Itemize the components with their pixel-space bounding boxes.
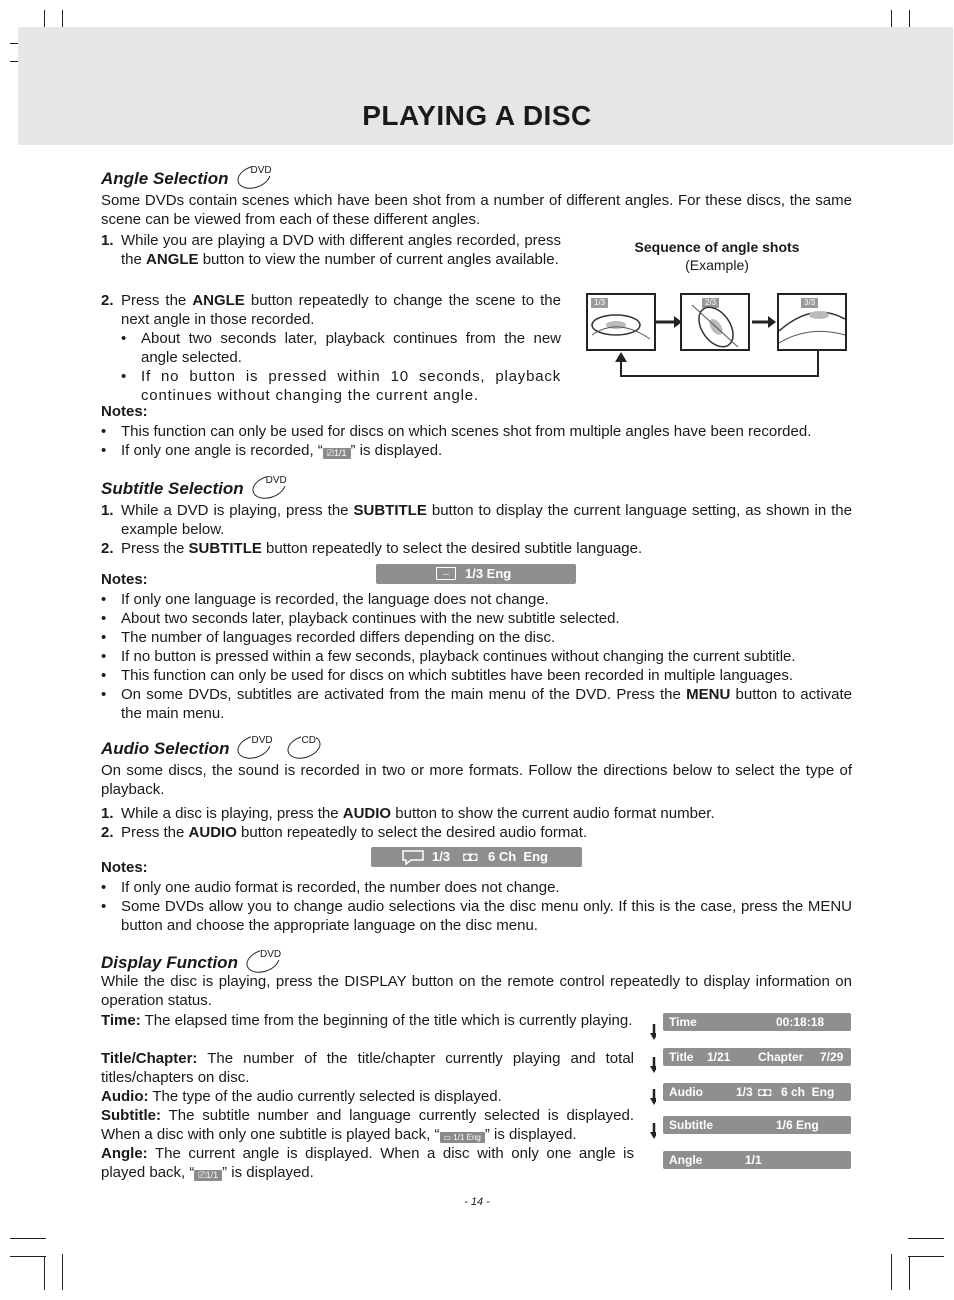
audio-heading xyxy=(101,734,323,760)
subtitle-notes-label: Notes: xyxy=(101,571,148,588)
dvd-disc-icon: DVD xyxy=(235,164,273,190)
angle-figure-title: Sequence of angle shots xyxy=(634,239,800,255)
display-title-desc: Title/Chapter: The number of the title/chapter currently playing and total titles/chapters on disc. xyxy=(101,1050,634,1087)
audio-step-1: 1. While a disc is playing, press the AUDIO button to show the current audio format number. xyxy=(101,805,715,822)
cd-disc-icon: CD xyxy=(285,734,323,760)
dvd-disc-icon: DVD xyxy=(250,474,288,500)
audio-notes-label: Notes: xyxy=(101,859,148,876)
angle-notes-label: Notes: xyxy=(101,403,148,420)
angle-tag: 3/3 xyxy=(801,298,818,308)
display-audio-desc: Audio: The type of the audio currently selected is displayed. xyxy=(101,1088,502,1105)
subtitle-icon: ... xyxy=(436,567,456,580)
subtitle-note: • This function can only be used for discs on which subtitles have been recorded in multiple languages. xyxy=(101,667,794,684)
display-bar-angle: Angle 1/1 xyxy=(663,1151,851,1169)
down-arrow-icon xyxy=(650,1024,656,1042)
subtitle-heading xyxy=(101,474,288,500)
page-number: - 14 - xyxy=(464,1196,490,1208)
display-bar-audio: Audio 1/3 ◘◘ 6 ch Eng xyxy=(663,1083,851,1101)
audio-note: • If only one audio format is recorded, the number does not change. xyxy=(101,879,560,896)
display-bar-time: Time 00:18:18 xyxy=(663,1013,851,1031)
subtitle-osd: ... 1/3 Eng xyxy=(376,564,576,584)
subtitle-note: • About two seconds later, playback continues with the new subtitle selected. xyxy=(101,610,620,627)
angle-heading-text: Angle Selection xyxy=(101,169,229,188)
down-arrow-icon xyxy=(650,1089,656,1107)
subtitle-step-2: 2. Press the SUBTITLE button repeatedly to select the desired subtitle language. xyxy=(101,540,643,557)
angle-step-2: 2. Press the ANGLE button repeatedly to change the scene to the next angle in those recorded. xyxy=(101,292,561,329)
dvd-disc-icon: DVD xyxy=(244,948,282,974)
angle-step-bullet: • If no button is pressed within 10 seconds, playback continues without changing the current angle. xyxy=(121,368,561,405)
crop-mark xyxy=(10,1256,46,1257)
angle-step-1: 1. While you are playing a DVD with different angles recorded, press the ANGLE button to view the number of current angles available. xyxy=(101,232,561,269)
display-heading-text: Display Function xyxy=(101,953,238,972)
crop-mark xyxy=(10,1238,46,1239)
page-title: PLAYING A DISC xyxy=(362,100,592,131)
display-time-desc: Time: The elapsed time from the beginning of the title which is currently playing. xyxy=(101,1012,633,1029)
angle-tag: 2/3 xyxy=(702,298,719,308)
audio-heading-text: Audio Selection xyxy=(101,739,230,758)
subtitle-note: • On some DVDs, subtitles are activated from the main menu of the DVD. Press the MENU button to activate the main menu. xyxy=(101,686,852,723)
angle-figure-subtitle: (Example) xyxy=(685,257,749,273)
dvd-disc-icon: DVD xyxy=(235,734,273,760)
crop-mark xyxy=(909,1256,910,1290)
angle-mini-icon: ⎚1/1 xyxy=(194,1170,222,1181)
angle-step-bullet: • About two seconds later, playback continues from the new angle selected. xyxy=(121,330,561,367)
angle-heading xyxy=(101,164,273,190)
down-arrow-icon xyxy=(650,1123,656,1141)
dolby-icon: ◘◘ xyxy=(758,1085,771,1099)
display-bar-subtitle: Subtitle 1/6 Eng xyxy=(663,1116,851,1134)
display-intro: While the disc is playing, press the DISPLAY button on the remote control repeatedly to display information on operation status. xyxy=(101,973,852,1010)
subtitle-note: • If only one language is recorded, the language does not change. xyxy=(101,591,549,608)
angle-note: • If only one angle is recorded, “ ⎚1/1 ” is displayed. xyxy=(101,442,443,459)
subtitle-note: • If no button is pressed within a few seconds, playback continues without changing the current subtitle. xyxy=(101,648,796,665)
subtitle-step-1: 1. While a DVD is playing, press the SUBTITLE button to display the current language setting, as shown in the example below. xyxy=(101,502,852,539)
subtitle-mini-icon: ▭ 1/1 Eng xyxy=(440,1132,485,1143)
dolby-icon: ◘◘ xyxy=(463,849,477,864)
audio-speech-icon xyxy=(401,849,425,865)
display-bar-title: Title 1/21 Chapter 7/29 xyxy=(663,1048,851,1066)
angle-intro: Some DVDs contain scenes which have been shot from a number of different angles. For these discs, the same scene can be viewed from each of these different angles. xyxy=(101,192,852,229)
subtitle-heading-text: Subtitle Selection xyxy=(101,479,244,498)
audio-intro: On some discs, the sound is recorded in two or more formats. Follow the directions below to select the type of playback. xyxy=(101,762,852,799)
angle-tag: 1/3 xyxy=(591,298,608,308)
crop-mark xyxy=(891,1254,892,1290)
crop-mark xyxy=(908,1256,944,1257)
angle-note: • This function can only be used for discs on which scenes shot from multiple angles have been recorded. xyxy=(101,423,812,440)
angle-icon: ⎚1/1 xyxy=(323,448,351,459)
angle-sequence-arrows xyxy=(600,300,860,390)
crop-mark xyxy=(44,1256,45,1290)
crop-mark xyxy=(62,1254,63,1290)
display-heading xyxy=(101,948,282,974)
audio-step-2: 2. Press the AUDIO button repeatedly to select the desired audio format. xyxy=(101,824,588,841)
crop-mark xyxy=(908,1238,944,1239)
display-angle-desc: Angle: The current angle is displayed. When a disc with only one angle is played back, “ ⎚1/1 ” is displayed. xyxy=(101,1145,634,1181)
down-arrow-icon xyxy=(650,1057,656,1075)
audio-osd: 1/3 ◘◘ 6 Ch Eng xyxy=(371,847,582,867)
display-subtitle-desc: Subtitle: The subtitle number and language currently selected is displayed. When a disc with only one subtitle is played back, “ ▭ 1/1 Eng ” is displayed. xyxy=(101,1107,635,1143)
audio-note: • Some DVDs allow you to change audio selections via the disc menu only. If this is the case, press the MENU button and choose the appropriate language on the disc menu. xyxy=(101,898,852,935)
subtitle-note: • The number of languages recorded differs depending on the disc. xyxy=(101,629,556,646)
